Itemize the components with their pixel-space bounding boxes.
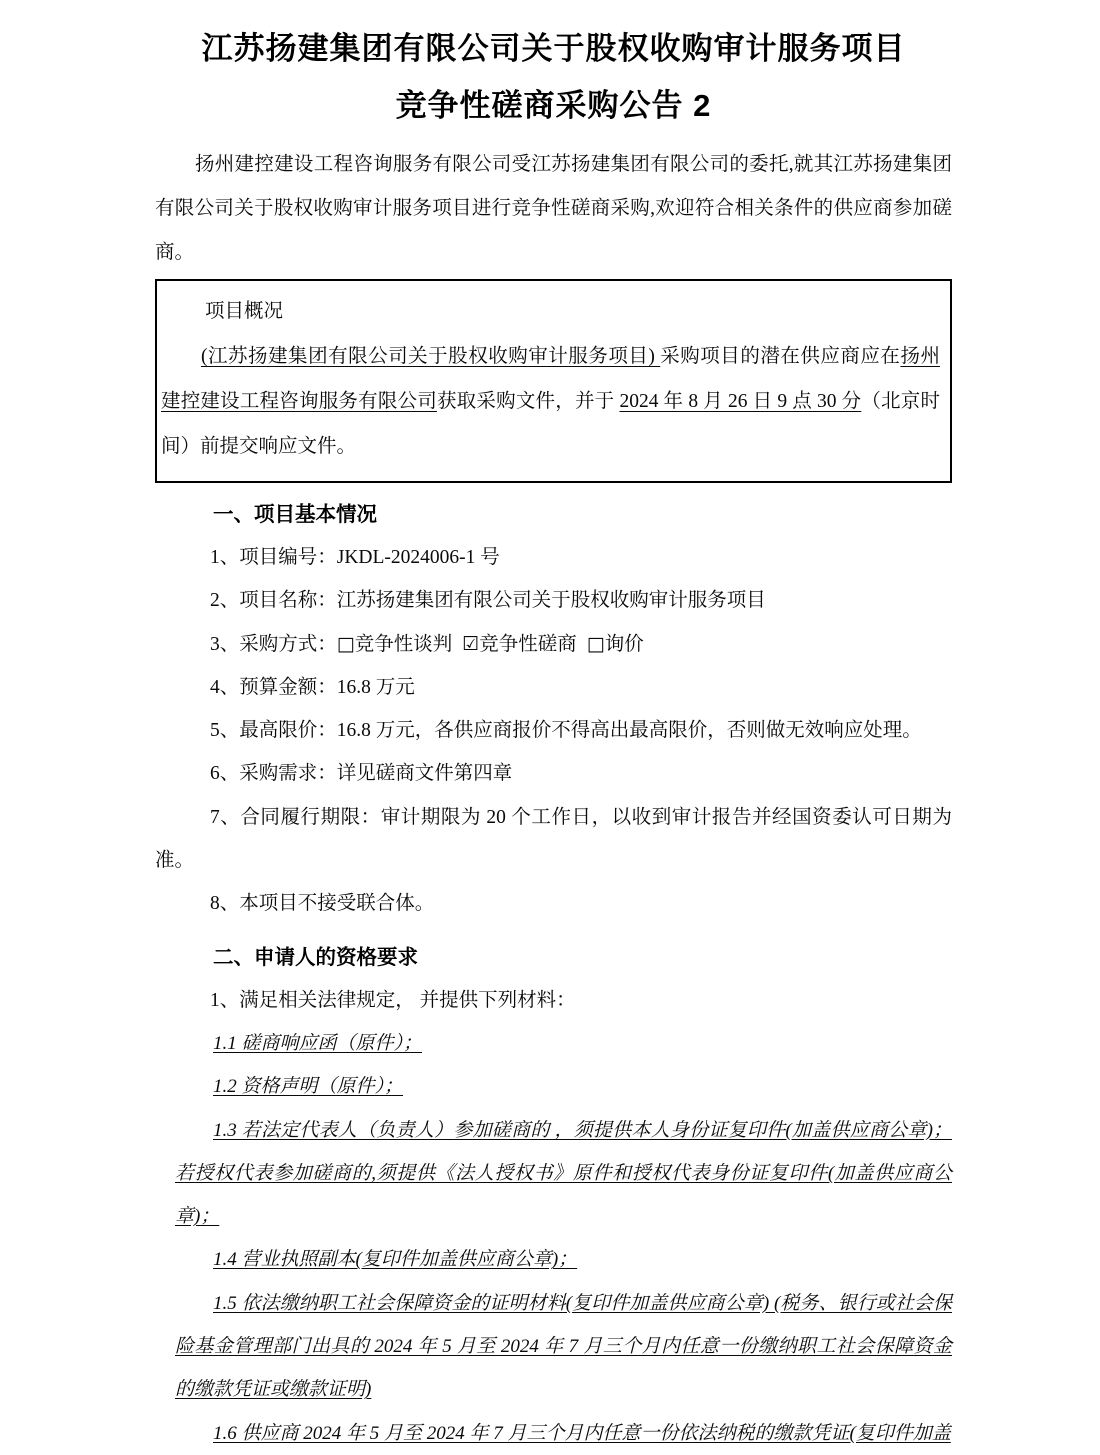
- agency-name-underlined: 扬州建控建设工程咨询服务有限公司: [161, 346, 940, 412]
- sub-item-representative-id: 1.3 若法定代表人（负责人）参加磋商的 ，须提供本人身份证复印件(加盖供应商公章)；若授权代表参加磋商的,须提供《法人授权书》原件和授权代表身份证复印件(加盖供应商公章)；: [175, 1119, 952, 1228]
- section-1-heading: 一、项目基本情况: [213, 503, 377, 526]
- title-line-1: 江苏扬建集团有限公司关于股权收购审计服务项目: [201, 31, 906, 66]
- overview-text-1: 采购项目的潜在供应商应在: [660, 346, 901, 367]
- sub-item-social-security-proof: 1.5 依法缴纳职工社会保障资金的证明材料(复印件加盖供应商公章) (税务、银行或社会保险基金管理部门出具的 2024 年 5 月至 2024 年 7 月三个月内任意一份缴纳职工社会保障资金的缴款凭证或缴款证明): [175, 1292, 952, 1401]
- item-qualification-intro: 1、满足相关法律规定， 并提供下列材料：: [210, 989, 576, 1011]
- option-inquiry: [587, 634, 644, 655]
- checkbox-unchecked-icon: □: [336, 632, 355, 655]
- overview-heading: 项目概况: [205, 301, 284, 322]
- procurement-method-label: 3、采购方式：: [210, 633, 337, 655]
- option-competitive-consultation: [462, 634, 577, 655]
- item-no-consortium: 8、本项目不接受联合体。: [210, 893, 435, 915]
- option-label: 竞争性谈判: [354, 633, 453, 655]
- item-contract-period: 7、合同履行期限：审计期限为 20 个工作日，以收到审计报告并经国资委认可日期为准。: [155, 806, 952, 872]
- item-project-name: 2、项目名称：江苏扬建集团有限公司关于股权收购审计服务项目: [210, 590, 766, 612]
- deadline-underlined: 2024 年 8 月 26 日 9 点 30 分: [619, 391, 862, 412]
- item-project-number: 1、项目编号：JKDL-2024006-1 号: [210, 547, 500, 568]
- sub-item-tax-payment-proof: 1.6 供应商 2024 年 5 月至 2024 年 7 月三个月内任意一份依法纳税的缴款凭证(复印件加盖: [213, 1422, 951, 1444]
- sub-item-business-license: 1.4 营业执照副本(复印件加盖供应商公章)；: [213, 1249, 578, 1271]
- overview-paragraph: [161, 334, 940, 469]
- option-label: 竞争性磋商: [479, 633, 577, 655]
- intro-paragraph: 扬州建控建设工程咨询服务有限公司受江苏扬建集团有限公司的委托,就其江苏扬建集团有限公司关于股权收购审计服务项目进行竞争性磋商采购,欢迎符合相关条件的供应商参加磋商。: [155, 154, 952, 263]
- title-line-2: 竞争性磋商采购公告 2: [395, 88, 712, 123]
- item-procurement-demand: 6、采购需求：详见磋商文件第四章: [210, 763, 513, 785]
- option-label: 询价: [604, 633, 644, 655]
- project-name-underlined: (江苏扬建集团有限公司关于股权收购审计服务项目): [200, 346, 661, 367]
- checkbox-checked-icon: ☑: [462, 632, 480, 655]
- item-price-ceiling: 5、最高限价：16.8 万元，各供应商报价不得高出最高限价，否则做无效响应处理。: [210, 720, 922, 742]
- project-overview-box: [155, 279, 952, 483]
- overview-text-3: （北京时间）前提交响应文件。: [161, 391, 940, 457]
- item-budget: 4、预算金额：16.8 万元: [210, 676, 415, 698]
- section-2-heading: 二、申请人的资格要求: [213, 945, 418, 969]
- overview-text-2: 获取采购文件，并于: [436, 391, 620, 412]
- page-title: [155, 20, 952, 134]
- sub-item-qualification-statement: 1.2 资格声明（原件）；: [213, 1076, 404, 1098]
- checkbox-unchecked-icon: □: [586, 632, 605, 655]
- sub-item-response-letter: 1.1 磋商响应函（原件）；: [213, 1032, 423, 1054]
- item-procurement-method: [155, 623, 952, 666]
- option-competitive-negotiation: [337, 634, 452, 655]
